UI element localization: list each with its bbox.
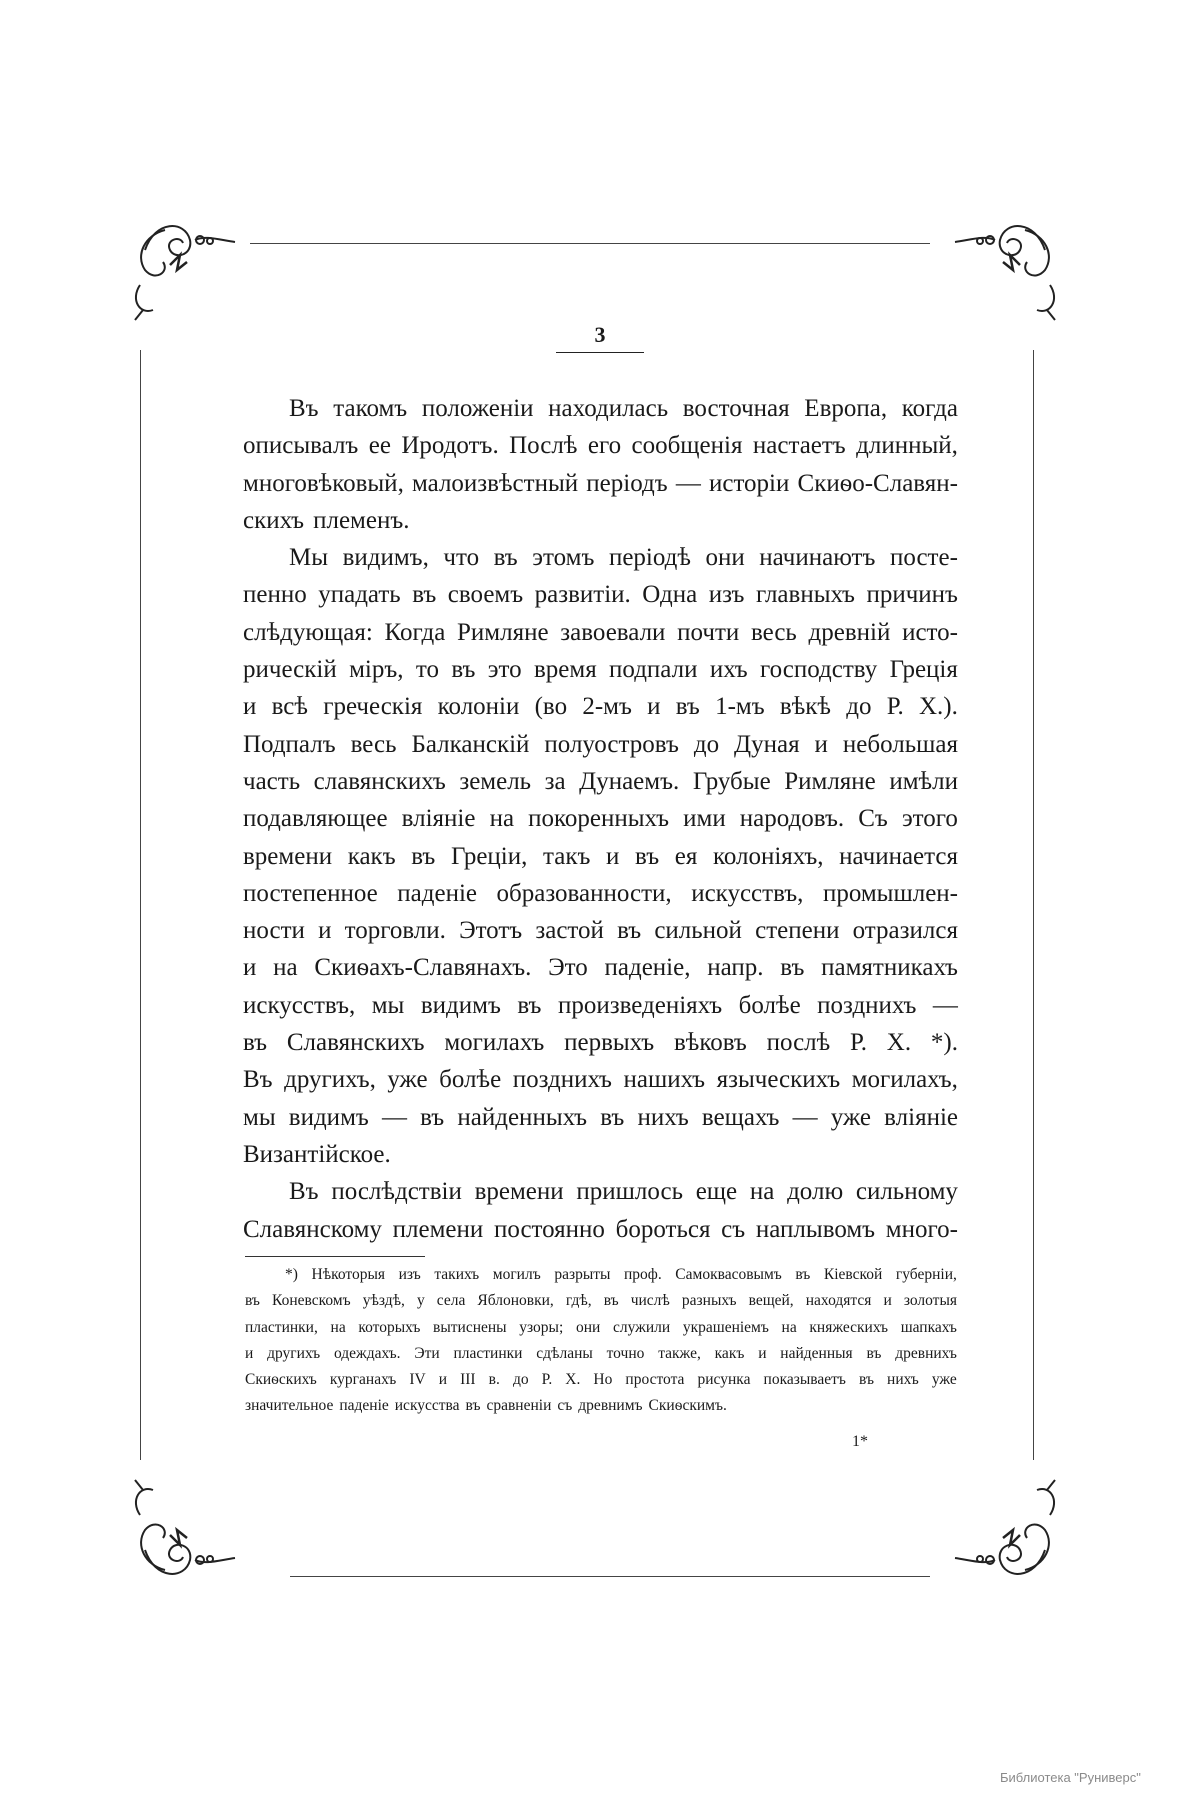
word: промышлен- xyxy=(822,879,958,907)
word: могилахъ xyxy=(444,1029,545,1057)
word: и xyxy=(438,1371,448,1389)
word: *). xyxy=(930,1029,958,1057)
word: разрыты xyxy=(554,1266,611,1283)
paragraph-line xyxy=(243,1099,958,1136)
word: въ xyxy=(635,842,660,870)
word: и xyxy=(758,1344,767,1362)
frame-bottom-border xyxy=(290,1576,930,1577)
word: Этотъ xyxy=(459,917,523,945)
word: сдѣланы xyxy=(536,1344,593,1362)
word: вліяніе xyxy=(401,805,476,833)
word: Х. xyxy=(565,1371,581,1389)
word: много- xyxy=(885,1215,958,1243)
word: другихъ, xyxy=(284,1066,376,1094)
word: изъ xyxy=(708,581,745,609)
word: *) xyxy=(285,1266,298,1283)
word: украшеніемъ xyxy=(682,1318,769,1336)
word: проф. xyxy=(624,1266,662,1283)
word: въ xyxy=(451,656,476,684)
corner-ornament-top-right xyxy=(945,210,1065,330)
word: его xyxy=(587,432,622,460)
word: вещахъ xyxy=(701,1103,780,1131)
paragraph-line xyxy=(243,502,958,539)
word: и xyxy=(814,730,828,758)
word: первыхъ xyxy=(564,1029,655,1057)
word: весь xyxy=(750,618,797,646)
word: Самоквасовымъ xyxy=(675,1266,782,1283)
word: — xyxy=(932,991,958,1019)
word: за xyxy=(544,767,566,795)
word: уже xyxy=(931,1371,957,1389)
word: Это xyxy=(548,954,588,982)
word: и xyxy=(243,954,257,982)
word: Р. xyxy=(541,1371,553,1389)
word: Яблоновки, xyxy=(477,1292,554,1310)
word: которыхъ xyxy=(358,1318,421,1336)
word: видимъ, xyxy=(342,544,429,572)
word: въ xyxy=(675,693,700,721)
word: описывалъ xyxy=(243,432,359,460)
paragraph-line xyxy=(243,465,958,502)
word: одеждахъ. xyxy=(333,1344,401,1362)
word: показываетъ xyxy=(763,1371,846,1389)
word: числѣ xyxy=(630,1292,670,1310)
word: положеніи xyxy=(421,395,534,422)
word: восточная xyxy=(682,395,790,422)
word: Скиѳахъ-Славянахъ. xyxy=(314,954,532,982)
word: малоизвѣстный xyxy=(411,469,579,497)
word: вѣкѣ xyxy=(779,693,832,721)
word: послѣдствіи xyxy=(331,1178,462,1206)
word: узоры; xyxy=(519,1318,564,1336)
word: славянскихъ xyxy=(313,767,446,795)
word: земель xyxy=(459,767,532,795)
word: полуостровъ xyxy=(544,730,679,758)
word: исторіи xyxy=(708,469,790,497)
word: ности xyxy=(243,917,305,945)
paragraph-line xyxy=(243,726,958,763)
word: Римляне xyxy=(457,618,549,646)
word: паденіе xyxy=(339,1397,389,1415)
word: Римляне xyxy=(784,767,876,795)
word: языческихъ xyxy=(716,1066,841,1094)
word: памятникахъ xyxy=(821,954,958,982)
word: значительное xyxy=(245,1397,334,1415)
footnote-line xyxy=(245,1341,957,1367)
word: Эти xyxy=(414,1344,440,1362)
word: курганахъ xyxy=(329,1371,397,1389)
word: они xyxy=(575,1318,601,1336)
frame-right-border xyxy=(1033,350,1034,1460)
word: (во xyxy=(534,693,568,721)
word: ее xyxy=(368,432,391,460)
main-text xyxy=(243,390,958,1248)
word: найденныя xyxy=(780,1344,853,1362)
word: въ xyxy=(412,581,437,609)
word: и xyxy=(606,842,620,870)
word: Иродотъ. xyxy=(401,432,499,460)
word: и xyxy=(245,1344,254,1362)
word: Въ xyxy=(289,1178,319,1206)
word: Мы xyxy=(289,544,329,572)
word: имѣли xyxy=(889,767,958,795)
word: и xyxy=(318,917,332,945)
paragraph-line xyxy=(243,576,958,613)
word: постепенное xyxy=(243,879,378,907)
word: пенно xyxy=(243,581,307,609)
word: посте- xyxy=(889,544,958,572)
word: Греціи, xyxy=(450,842,528,870)
word: искусства xyxy=(394,1397,460,1415)
word: міръ, xyxy=(349,656,404,684)
word: до xyxy=(846,693,872,721)
word: отразился xyxy=(852,917,958,945)
word: въ xyxy=(245,1292,260,1310)
word: искусствъ, xyxy=(691,879,804,907)
footnote-line xyxy=(245,1262,957,1288)
footnote-line xyxy=(245,1367,957,1393)
word: въ xyxy=(420,1103,445,1131)
word: періодъ xyxy=(586,469,668,497)
footnote xyxy=(245,1262,957,1420)
word: 1-мъ xyxy=(715,693,765,721)
word: Съ xyxy=(858,805,888,833)
word: подпали xyxy=(609,656,698,684)
word: Грубые xyxy=(692,767,771,795)
word: — xyxy=(792,1103,818,1131)
word: постоянно xyxy=(493,1215,605,1243)
word: пластинки, xyxy=(245,1318,318,1336)
word: съ xyxy=(721,1215,746,1243)
word: исто- xyxy=(902,618,958,646)
paragraph-line xyxy=(243,1061,958,1098)
paragraph-line xyxy=(243,651,958,688)
word: пластинки xyxy=(453,1344,523,1362)
word: такъ xyxy=(543,842,591,870)
word: точно xyxy=(606,1344,645,1362)
word: вѣковъ xyxy=(673,1029,747,1057)
word: періодѣ xyxy=(608,544,691,572)
paragraph-line xyxy=(243,987,958,1024)
word: упадать xyxy=(318,581,401,609)
word: уже xyxy=(387,1066,428,1094)
word: находятся xyxy=(805,1292,872,1310)
word: на xyxy=(749,1178,775,1206)
word: болѣе xyxy=(439,1066,502,1094)
word: такихъ xyxy=(434,1266,480,1283)
word: Въ xyxy=(289,395,319,422)
word: колоніи xyxy=(437,693,520,721)
footnote-line xyxy=(245,1393,957,1419)
word: послѣ xyxy=(766,1029,831,1057)
word: многовѣковый, xyxy=(243,469,404,497)
page-number: 3 xyxy=(594,322,606,347)
word: на xyxy=(489,805,515,833)
word: рическій xyxy=(243,656,337,684)
word: въ xyxy=(493,544,518,572)
word: Но xyxy=(593,1371,613,1389)
word: вытиснены xyxy=(433,1318,507,1336)
word: напр. xyxy=(707,954,764,982)
word: длинный, xyxy=(856,432,958,460)
signature-mark: 1* xyxy=(852,1433,868,1450)
paragraph-line xyxy=(243,1211,958,1248)
word: другихъ xyxy=(267,1344,321,1362)
word: нихъ xyxy=(637,1103,689,1131)
word: и xyxy=(883,1292,892,1310)
word: находилась xyxy=(548,395,669,422)
word: Дунаемъ. xyxy=(579,767,680,795)
word: Одна xyxy=(642,581,698,609)
paragraph-line xyxy=(243,912,958,949)
word: Славянскому xyxy=(243,1215,382,1243)
word: и xyxy=(647,693,661,721)
word: Р. xyxy=(886,693,904,721)
word: торговли. xyxy=(344,917,446,945)
word: III xyxy=(460,1371,476,1389)
word: могилахъ, xyxy=(851,1066,958,1094)
word: въ xyxy=(780,954,805,982)
word: то xyxy=(415,656,439,684)
word: сильному xyxy=(855,1178,958,1206)
word: степени xyxy=(755,917,840,945)
word: гдѣ, xyxy=(565,1292,592,1310)
word: простота xyxy=(625,1371,685,1389)
paragraph-line xyxy=(243,1136,958,1173)
word: мы xyxy=(243,1103,276,1131)
word: болѣе xyxy=(738,991,801,1019)
word: позднихъ xyxy=(817,991,917,1019)
word: этого xyxy=(901,805,958,833)
word: губерніи, xyxy=(895,1266,957,1283)
word: народовъ. xyxy=(739,805,845,833)
word: уѣздѣ, xyxy=(362,1292,405,1310)
word: весь xyxy=(350,730,397,758)
word: скихъ xyxy=(243,506,305,534)
word: до xyxy=(512,1371,529,1389)
paragraph-line xyxy=(243,800,958,837)
word: Скиѳо-Славян- xyxy=(797,469,958,497)
word: Х.). xyxy=(918,693,958,721)
corner-ornament-top-left xyxy=(125,210,245,330)
word: уже xyxy=(830,1103,872,1131)
word: IV xyxy=(409,1371,426,1389)
word: найденныхъ xyxy=(457,1103,588,1131)
word: въ xyxy=(243,1029,268,1057)
paragraph-line xyxy=(243,1173,958,1210)
word: 2-мъ xyxy=(582,693,632,721)
word: настаетъ xyxy=(752,432,846,460)
word: села xyxy=(436,1292,466,1310)
word: древнимъ xyxy=(578,1397,643,1415)
word: въ xyxy=(600,1103,625,1131)
word: племени xyxy=(392,1215,484,1243)
word: произведеніяхъ xyxy=(557,991,723,1019)
word: причинъ xyxy=(866,581,958,609)
word: это xyxy=(487,656,522,684)
word: часть xyxy=(243,767,301,795)
word: Скиѳскихъ xyxy=(245,1371,317,1389)
word: искусствъ, xyxy=(243,991,356,1019)
footnote-line xyxy=(245,1288,957,1314)
word: древній xyxy=(808,618,891,646)
paragraph-line xyxy=(243,390,958,427)
paragraph-line xyxy=(243,763,958,800)
word: бороться xyxy=(615,1215,711,1243)
word: подавляющее xyxy=(243,805,388,833)
word: Европа, xyxy=(804,395,888,422)
word: паденіе, xyxy=(604,954,691,982)
word: почти xyxy=(677,618,740,646)
word: изъ xyxy=(398,1266,421,1283)
paragraph-line xyxy=(243,539,958,576)
word: господству xyxy=(760,656,878,684)
word: княжескихъ xyxy=(809,1318,889,1336)
word: Дуная xyxy=(734,730,800,758)
word: вещей, xyxy=(748,1292,794,1310)
word: главныхъ xyxy=(755,581,855,609)
word: Византійское. xyxy=(243,1140,391,1168)
word: ея xyxy=(674,842,698,870)
word: въ xyxy=(603,1292,619,1310)
word: еще xyxy=(695,1178,738,1206)
word: на xyxy=(781,1318,797,1336)
word: покоренныхъ xyxy=(528,805,670,833)
frame-top-border xyxy=(250,243,930,244)
word: Скиѳскимъ. xyxy=(648,1397,727,1415)
word: съ xyxy=(557,1397,573,1415)
word: пришлось xyxy=(576,1178,683,1206)
word: видимъ xyxy=(420,991,501,1019)
word: наплывомъ xyxy=(755,1215,876,1243)
word: Послѣ xyxy=(509,432,578,460)
word: Греція xyxy=(889,656,958,684)
word: вліяніе xyxy=(884,1103,958,1131)
word: — xyxy=(675,469,701,497)
word: сравненіи xyxy=(486,1397,552,1415)
paragraph-line xyxy=(243,838,958,875)
word: когда xyxy=(901,395,958,422)
word: что xyxy=(443,544,480,572)
word: въ xyxy=(517,991,542,1019)
word: Когда xyxy=(384,618,446,646)
word: Коневскомъ xyxy=(272,1292,351,1310)
word: небольшая xyxy=(842,730,958,758)
word: застой xyxy=(535,917,604,945)
word: на xyxy=(330,1318,346,1336)
word: колоніяхъ, xyxy=(712,842,824,870)
word: долю xyxy=(787,1178,844,1206)
word: Балканскій xyxy=(411,730,530,758)
word: Х. xyxy=(886,1029,912,1057)
word: нашихъ xyxy=(623,1066,706,1094)
word: паденіе xyxy=(397,879,477,907)
word: образованности, xyxy=(496,879,672,907)
word: всѣ xyxy=(271,693,308,721)
word: — xyxy=(381,1103,407,1131)
word: Р. xyxy=(850,1029,868,1057)
word: они xyxy=(705,544,745,572)
word: времени xyxy=(474,1178,564,1206)
word: въ xyxy=(617,917,642,945)
footnote-rule xyxy=(245,1256,425,1257)
paragraph-line xyxy=(243,688,958,725)
word: сильной xyxy=(654,917,742,945)
word: такомъ xyxy=(333,395,408,422)
paragraph-line xyxy=(243,427,958,464)
frame-left-border xyxy=(140,350,141,1460)
word: племенъ. xyxy=(313,506,410,534)
word: могилъ xyxy=(492,1266,541,1283)
footnote-line xyxy=(245,1315,957,1341)
word: позднихъ xyxy=(512,1066,612,1094)
corner-ornament-bottom-right xyxy=(945,1470,1065,1590)
word: нихъ xyxy=(887,1371,919,1389)
word: до xyxy=(693,730,720,758)
paragraph-line xyxy=(243,875,958,912)
word: древнихъ xyxy=(895,1344,957,1362)
page-number-rule xyxy=(556,352,644,353)
word: въ xyxy=(859,1371,874,1389)
word: въ xyxy=(411,842,436,870)
word: начинаютъ xyxy=(759,544,876,572)
word: на xyxy=(273,954,298,982)
library-watermark: Библиотека "Руниверс" xyxy=(1000,1770,1141,1785)
word: сообщенія xyxy=(631,432,743,460)
word: у xyxy=(416,1292,425,1310)
word: разныхъ xyxy=(681,1292,737,1310)
word: какъ xyxy=(714,1344,745,1362)
word: ихъ xyxy=(709,656,748,684)
word: Кіевской xyxy=(823,1266,883,1283)
word: развитіи. xyxy=(534,581,631,609)
word: въ xyxy=(465,1397,481,1415)
word: Славянскихъ xyxy=(286,1029,425,1057)
word: въ xyxy=(795,1266,811,1283)
word: начинается xyxy=(839,842,958,870)
word: въ xyxy=(866,1344,882,1362)
word: завоевали xyxy=(560,618,666,646)
paragraph-line xyxy=(243,614,958,651)
word: своемъ xyxy=(447,581,524,609)
word: этомъ xyxy=(532,544,595,572)
word: ими xyxy=(683,805,726,833)
word: время xyxy=(533,656,597,684)
word: видимъ xyxy=(288,1103,369,1131)
word: золотыя xyxy=(903,1292,957,1310)
word: рисунка xyxy=(697,1371,751,1389)
word: мы xyxy=(371,991,405,1019)
word: также, xyxy=(658,1344,701,1362)
word: в. xyxy=(488,1371,500,1389)
word: Въ xyxy=(243,1066,273,1094)
word: слѣдующая: xyxy=(243,618,373,646)
word: служили xyxy=(612,1318,671,1336)
word: и xyxy=(243,693,257,721)
word: какъ xyxy=(347,842,396,870)
word: времени xyxy=(243,842,333,870)
word: Подпалъ xyxy=(243,730,336,758)
paragraph-line xyxy=(243,1024,958,1061)
word: шапкахъ xyxy=(900,1318,957,1336)
word: греческія xyxy=(323,693,423,721)
corner-ornament-bottom-left xyxy=(125,1470,245,1590)
word: Нѣкоторыя xyxy=(311,1266,386,1283)
paragraph-line xyxy=(243,949,958,986)
